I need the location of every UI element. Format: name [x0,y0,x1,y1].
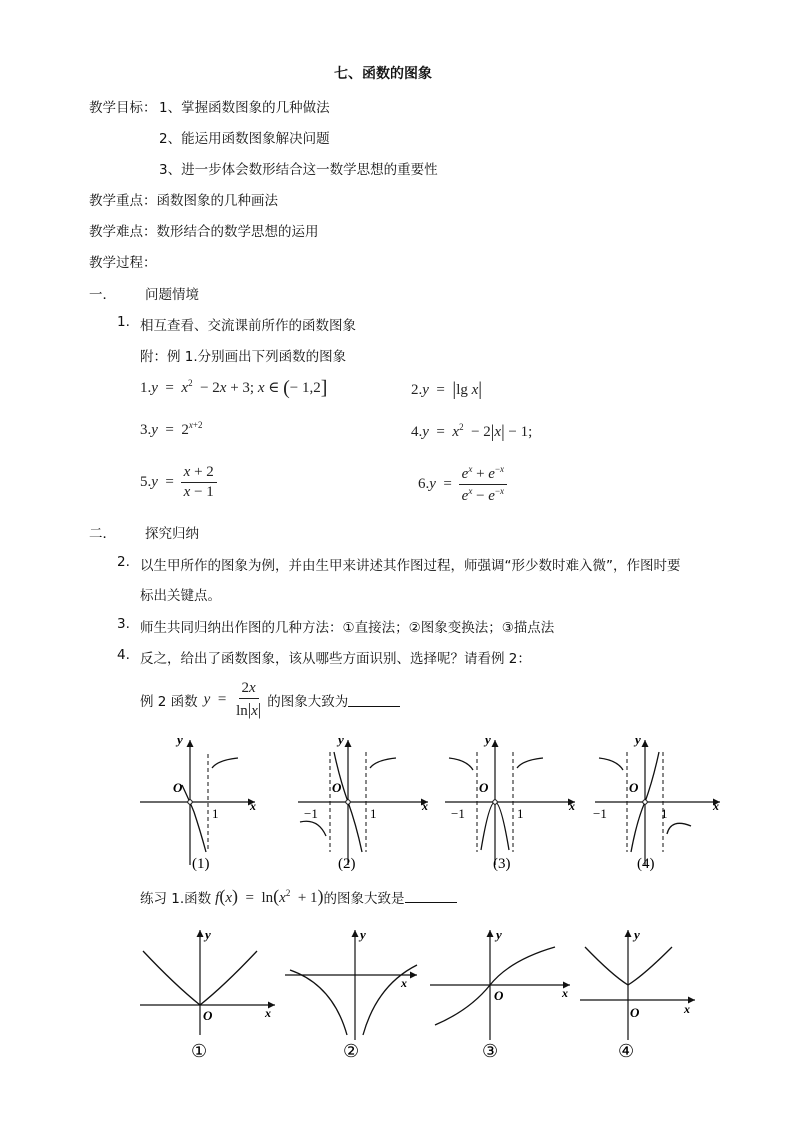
example2-line [140,680,400,721]
example2-formula: y = $\frac{2x}{\ln|x|}$ [203,680,262,720]
svg-text:x: x [401,976,407,990]
svg-text:O: O [479,780,489,795]
svg-text:O: O [203,1008,213,1023]
svg-text:O: O [630,1005,640,1020]
svg-text:O: O [494,988,504,1003]
section1-title: 问题情境 [145,287,199,303]
item2-text-line2: 标出关键点。 [140,588,221,604]
svg-text:x: x [569,799,575,813]
example1-intro: 附：例 1.分别画出下列函数的图象 [140,349,347,365]
svg-text:①: ① [191,1041,208,1061]
svg-text:(3): (3) [493,856,511,872]
practice-graph-3 [430,927,570,1061]
svg-text:(1): (1) [192,856,210,872]
process-label: 教学过程： [89,255,157,271]
svg-text:y: y [338,732,344,747]
practice1-prefix: 练习 1.函数 [140,890,212,907]
practice1-suffix: 的图象大致是 [323,890,405,907]
formula-3: $3.y = 2^{x+2}$ [140,420,203,438]
svg-text:y: y [635,732,641,747]
difficulty: 教学难点：数形结合的数学思想的运用 [89,224,319,240]
formula-5: 5.y = $\frac{x + 2}{x - 1}$ [140,464,220,502]
item2-text-line1: 以生甲所作的图象为例，并由生甲来讲述其作图过程，师强调“形少数时难入微”，作图时要 [140,558,681,574]
section2-title: 探究归纳 [145,526,199,542]
goal-item-3: 3、进一步体会数形结合这一数学思想的重要性 [159,162,438,178]
svg-text:y: y [360,927,366,942]
svg-text:1: 1 [370,806,377,821]
item4-number: 4. [117,647,130,663]
svg-text:(2): (2) [338,856,356,872]
graph-4 [593,732,720,872]
graph-2 [298,732,428,872]
svg-text:−1: −1 [451,806,465,821]
svg-text:−1: −1 [593,806,607,821]
svg-text:x: x [684,1002,690,1016]
practice-graph-2 [285,927,417,1061]
svg-text:②: ② [343,1041,360,1061]
item4-text: 反之，给出了函数图象，该从哪些方面识别、选择呢？请看例 2： [140,651,531,667]
svg-text:③: ③ [482,1041,499,1061]
practice1-answer-blank [405,890,457,903]
section1-number: 一． [89,287,116,303]
item3-text: 师生共同归纳出作图的几种方法：①直接法；②图象变换法；③描点法 [140,620,555,636]
svg-text:(4): (4) [637,856,655,872]
svg-text:y: y [634,927,640,942]
svg-text:x: x [265,1006,271,1020]
svg-text:y: y [485,732,491,747]
svg-text:1: 1 [212,806,219,821]
formula-4: $4.y = x^2 - 2|x| - 1$; [411,421,533,441]
svg-text:y: y [205,927,211,942]
svg-text:O: O [629,780,639,795]
item3-number: 3. [117,616,130,632]
graph-3 [445,732,575,872]
practice-graph-4 [580,927,695,1061]
page-title: 七、函数的图象 [334,66,432,82]
formula-2: 2.y = |lg x| [411,379,483,400]
svg-text:O: O [332,780,342,795]
svg-text:y: y [496,927,502,942]
example2-graphs [130,730,730,875]
svg-text:1: 1 [517,806,524,821]
svg-text:④: ④ [618,1041,635,1061]
svg-text:y: y [177,732,183,747]
svg-text:x: x [713,799,719,813]
goals-label: 教学目标： [89,100,157,116]
item2-number: 2. [117,554,130,570]
svg-text:O: O [173,780,183,795]
svg-text:x: x [250,799,256,813]
practice-graph-1 [140,927,275,1061]
svg-text:x: x [562,986,568,1000]
practice1-graphs [135,925,695,1065]
svg-text:x: x [422,799,428,813]
item1-text: 相互查看、交流课前所作的函数图象 [140,318,356,334]
example2-suffix: 的图象大致为 [267,694,349,711]
example2-answer-blank [348,694,400,707]
graph-1 [140,732,256,872]
practice1-formula: $f(x) = \ln(x^2 + 1)$ [215,886,324,906]
svg-text:−1: −1 [304,806,318,821]
example2-prefix: 例 2 函数 [140,694,198,711]
section2-number: 二． [89,526,116,542]
goal-item-1: 1、掌握函数图象的几种做法 [159,100,330,116]
svg-text:1: 1 [661,806,668,821]
item1-number: 1. [117,314,130,330]
key-point: 教学重点：函数图象的几种画法 [89,193,278,209]
formula-6: 6.y = $\frac{e^x + e^{-x}}{e^x - e^{-x}}$ [418,464,510,506]
practice1-line [140,886,457,907]
goal-item-2: 2、能运用函数图象解决问题 [159,131,330,147]
formula-1: $1.y = x^2 - 2x + 3$; x ∈ (− 1,2] [140,377,328,399]
